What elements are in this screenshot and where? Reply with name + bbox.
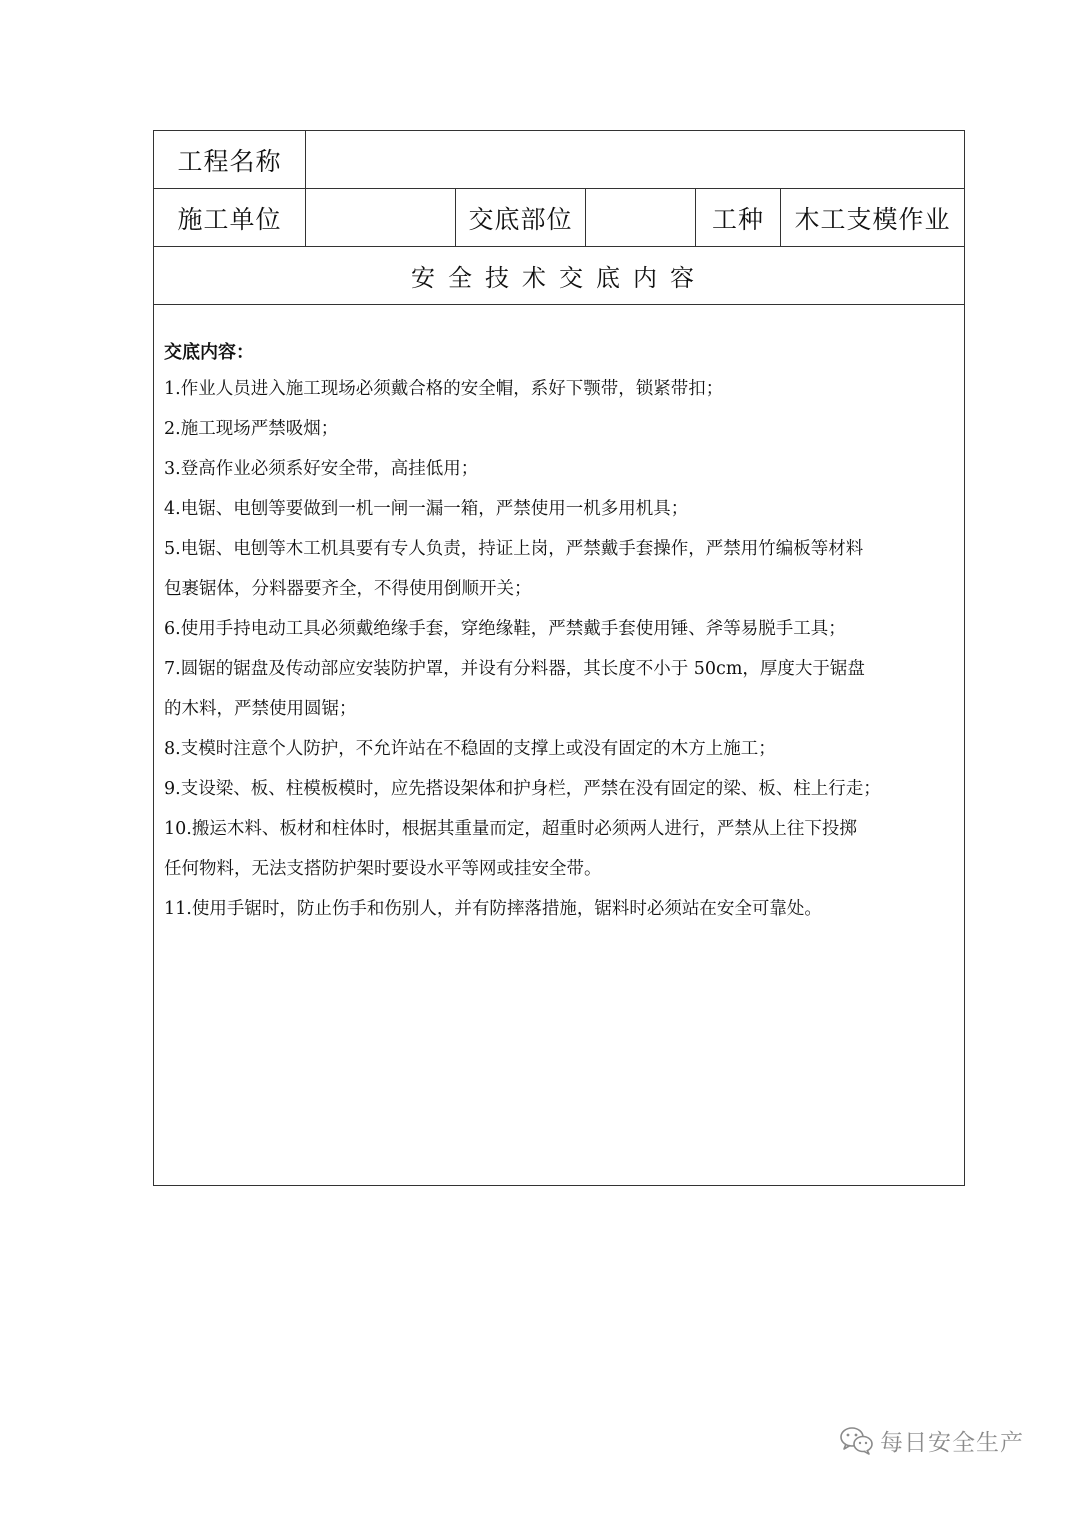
construction-unit-value: [306, 189, 456, 246]
content-line: 2.施工现场严禁吸烟；: [164, 419, 339, 439]
unit-row: [154, 189, 964, 247]
content-heading: 交底内容：: [164, 342, 254, 363]
content-line: 任何物料，无法支搭防护架时要设水平等网或挂安全带。: [164, 859, 602, 879]
content-line: 8.支模时注意个人防护，不允许站在不稳固的支撑上或没有固定的木方上施工；: [164, 739, 776, 759]
content-line: 11.使用手锯时，防止伤手和伤别人，并有防摔落措施，锯料时必须站在安全可靠处。: [164, 899, 822, 919]
project-name-value: [306, 131, 964, 188]
construction-unit-label: 施工单位: [154, 189, 306, 246]
watermark-text: 每日安全生产: [880, 1429, 1024, 1456]
content-line: 3.登高作业必须系好安全带，高挂低用；: [164, 459, 479, 479]
work-type-value: 木工支模作业: [794, 204, 951, 234]
content-line: 7.圆锯的锯盘及传动部应安装防护罩，并设有分料器，其长度不小于 50cm，厚度大于锯盘: [164, 659, 865, 679]
content-line: 包裹锯体，分料器要齐全，不得使用倒顺开关；: [164, 579, 532, 599]
wechat-icon: [838, 1425, 874, 1455]
handover-location-label: 交底部位: [456, 189, 586, 246]
content-line: 9.支设梁、板、柱模板模时，应先搭设架体和护身栏，严禁在没有固定的梁、板、柱上行走；: [164, 779, 881, 799]
work-type-label: 工种: [696, 189, 781, 246]
content-line: 1.作业人员进入施工现场必须戴合格的安全帽，系好下颚带，锁紧带扣；: [164, 379, 724, 399]
project-name-row: [154, 131, 964, 189]
section-title-row: [154, 247, 964, 305]
content-line: 6.使用手持电动工具必须戴绝缘手套，穿绝缘鞋，严禁戴手套使用锤、斧等易脱手工具；: [164, 619, 846, 639]
section-title: 安全技术交底内容: [411, 264, 707, 292]
handover-location-value: [586, 189, 696, 246]
content-line: 5.电锯、电刨等木工机具要有专人负责，持证上岗，严禁戴手套操作，严禁用竹编板等材料: [164, 539, 864, 559]
safety-handover-form: [153, 130, 965, 1186]
wechat-watermark: [838, 1420, 1024, 1460]
project-name-label: 工程名称: [154, 131, 306, 188]
content-line: 10.搬运木料、板材和柱体时，根据其重量而定，超重时必须两人进行，严禁从上往下投掷: [164, 819, 857, 839]
handover-content: [164, 329, 959, 929]
content-line: 的木料，严禁使用圆锯；: [164, 699, 357, 719]
content-line: 4.电锯、电刨等要做到一机一闸一漏一箱，严禁使用一机多用机具；: [164, 499, 689, 519]
